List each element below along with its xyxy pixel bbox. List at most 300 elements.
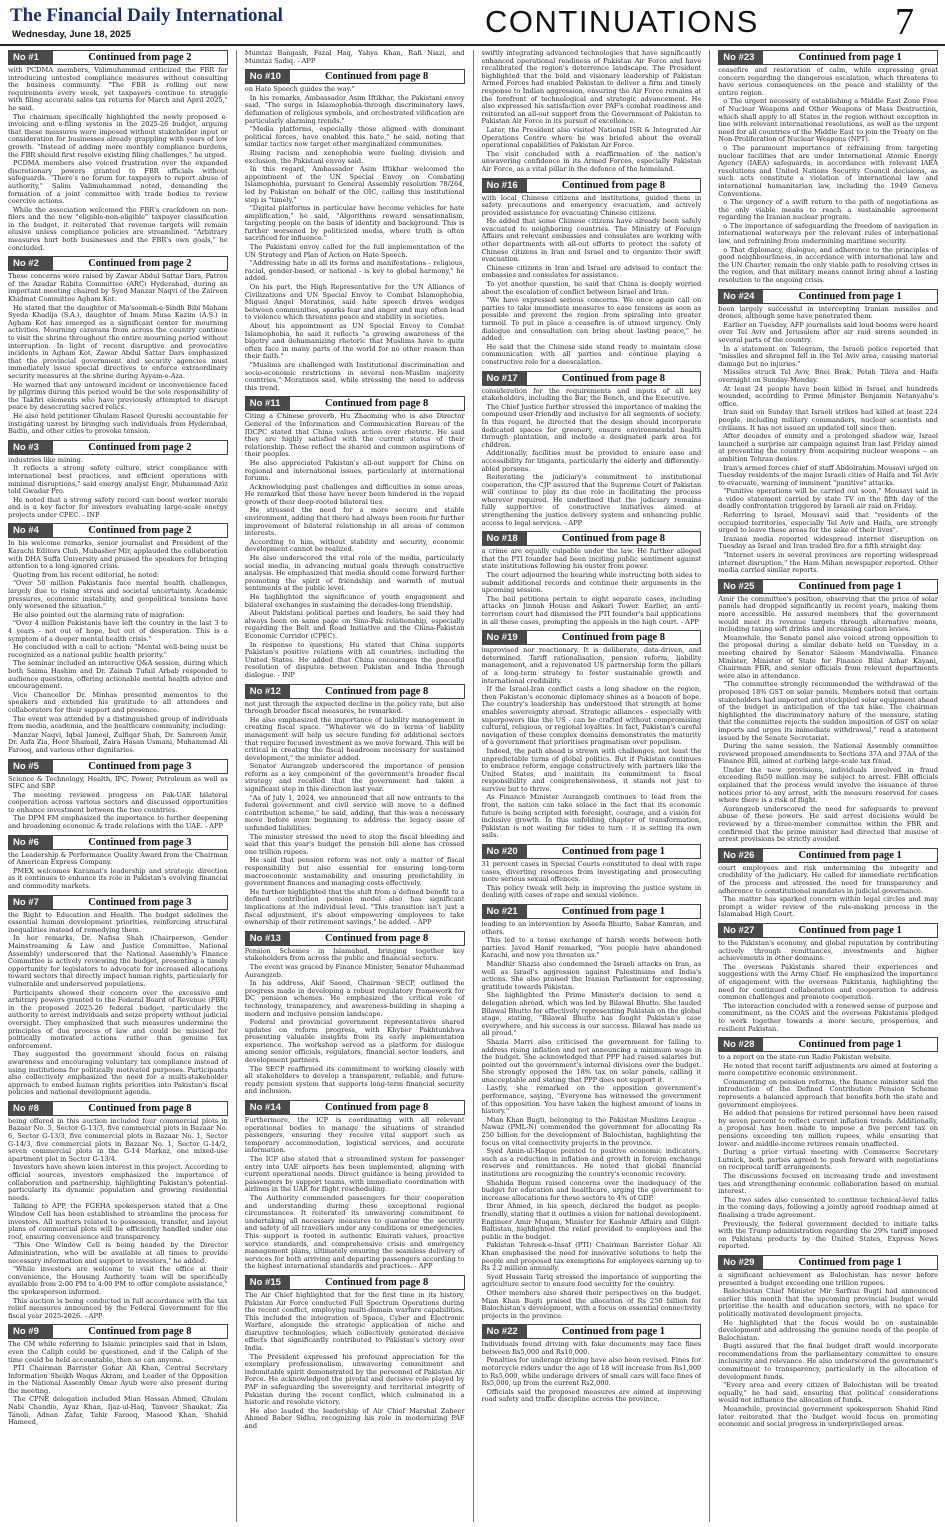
article-number: No #20 [483, 845, 527, 858]
article-paragraph: He warned that any untoward incident or inconvenience faced by pilgrims during this period would be the sole responsibility of the Takfiri elements who have previously attempted to disrupt peace by desecrating sacred relics. [8, 380, 228, 412]
article-paragraph: been largely successful in intercepting Iranian missiles and drones, although some have penetrated them. [718, 304, 938, 321]
article-paragraph: Under the new provisions, individuals involved in fraud exceeding Rs50 million may be subject to arrest. FBR officials explained that the process would involve the issuance of three notices prior to any arrest, with the measure reserved for cases where there is a risk of flight. [718, 765, 938, 805]
article-paragraph: He also pointed out the alarming rate of migration: [13, 610, 185, 619]
article-paragraph: This auction is being conducted in full accordance with the tax relief measures announced by the Federal Government for the fiscal year 2025-2026. - APP [8, 1296, 228, 1320]
article-continuation-label: Continued from page 8 [88, 1102, 192, 1114]
article-paragraph: If the Israel-Iran conflict casts a long shadow on the region, then Pakistan's economic diplomacy shines as a beacon of hope. The country's leadership has understood that strength at home enables sovereignty abroad. Strategic alliances - especially with superpowers like the US - can be crafted without compromising cultural, religious, or regional loyalties. In fact, Pakistan's careful navigation of these complex domains demonstrates the maturity of a government that prioritises pragmatism over populism. [481, 685, 702, 747]
article-paragraph: Previously, the federal government decided to initiate talks with the Trump administration regarding the 29% tariff imposed on Pakistani products by the United States, Express News reported. [718, 1219, 938, 1251]
article-continuation-label: Continued from page 1 [798, 52, 902, 63]
article-paragraph: The overseas Pakistanis shared their experiences and suggestions with the Army Chief. He emphasized the importance of engagement with the overseas Pakistanis, highlighting the need for continued collaboration and cooperation to address common challenges and promote cooperation. [718, 962, 938, 1002]
article-paragraph: About Pakistani political parties and leaders, he said they had always been on same page on Sino-Pak relationship, especially regarding the Belt and Road Initiative and the China-Pakistan Economic Corridor (CPEC). [244, 609, 465, 640]
article-paragraph: The discussions focused on increasing trade and investment ties and strengthening economic collaboration based on mutual interest. [718, 1172, 938, 1196]
article-paragraph: She highlighted the Prime Minister's decision to send a delegation abroad, which was led by Bilawal Bhutto. She lauded Bilawal Bhutto for effectively representing Pakistan on the global stage, stating, "Bilawal Bhutto has fought Pakistan's case everywhere, and his success is our success. Bilawal has made us all proud." [481, 991, 702, 1038]
article-header [482, 531, 702, 546]
article-body [8, 67, 228, 252]
article-paragraph: Meanwhile, the Senate panel also voiced strong opposition to the proposal during a similar debate held on Tuesday, in a meeting chaired by Senator Saleem Mandviwalla. Finance Minister, Minister of State for Finance Bilal Azhar Kayani, Chairman FBR, and senior officials from relevant departments were also in attendance. [718, 633, 938, 680]
article-paragraph: PTI Chairman Barrister Gohar Ali Khan, Central Secretary Information Sheikh Waqas Akram, and Leader of the Opposition in the National Assembly Omar Ayub were also present during the meeting. [8, 1364, 228, 1395]
article-paragraph: "Internet users in several provinces are reporting widespread internet disruption," the Ham Mihan newspaper reported. Other media carried similar reports. [718, 551, 938, 575]
article-paragraph: the Leadership & Performance Quality Award from the Chairman of American Express Company. [8, 850, 228, 867]
article-header [718, 923, 938, 938]
continuation-article [245, 931, 465, 1096]
article-paragraph: Meanwhile, provincial government spokesperson Shahid Rind later reiterated that the budget would focus on promoting economic and social progress in underprivileged areas. [718, 1405, 938, 1429]
article-body [482, 388, 702, 528]
article-paragraph: In his address, Akif Saeed, Chairman SECP, outlined the progress made in developing a robust regulatory framework for DC pension schemes. He emphasized the critical role of technology, transparency, and awareness-building in shaping a modern and inclusive pension landscape. [244, 979, 465, 1018]
article-header [8, 1101, 228, 1116]
article-continuation-label: Continued from page 8 [561, 533, 666, 545]
article-paragraph: ceasefire and restoration of calm, while expressing great concern regarding the dangerous escalation, which threatens to have serious consequences on the peace and stability of the entire region. [718, 66, 938, 97]
article-number: No #7 [9, 896, 53, 909]
article-header [8, 440, 228, 455]
article-paragraph: The CM while referring to Islamic principles said that in Islam, even the Caliph could be questioned, and if the Caliph of the time could be held accountable, then so can anyone. [8, 1340, 228, 1364]
article-paragraph: It reflects a strong safety culture, strict compliance with international best practices, and efficient operations with minimal disruptions," said energy analyst Engr. Muhammad Aziz told Gwadar Pro. [8, 464, 228, 496]
article-paragraph: About his appointment as UN Special Envoy to Combat Islamophobia, he said it reflects "a growing awareness of the bigotry and dehumanizing rhetoric that Muslims have to quite often face in many parts of the world for no other reason than their faith." [244, 322, 465, 361]
article-paragraph: The minister stressed the need to stop the fiscal bleeding and said that this year's budget the pension bill alone has crossed one trillion rupees. [244, 832, 465, 856]
article-header [718, 50, 938, 65]
article-header [718, 579, 938, 594]
article-paragraph: This led to a tense exchange of harsh words between both parties. Javed Hanif remarked, "You people have abandoned Karachi, and now you threaten us." [481, 936, 702, 960]
article-number: No #25 [719, 580, 763, 593]
article-paragraph: He stressed the need for a more secure and stable environment, adding that there had always been room for further improvement of bilateral relationship in all areas of common interests. [244, 506, 465, 538]
article-header [8, 1324, 228, 1339]
article-paragraph: the Right to Education and Health. The budget sidelines the essential human development priorities, reinforcing structural inequalities instead of remedying them. [8, 910, 228, 934]
continuation-article [245, 69, 465, 392]
article-number: No #4 [9, 524, 53, 537]
article-paragraph: Iranian media reported widespread internet disruption on Tuesday as Israel and Iran traded fire for a fifth straight day. [718, 534, 938, 551]
article-paragraph: not just through the expected decline in the policy rate, but also through broader fiscal measures, he remarked. [244, 699, 465, 716]
article-paragraph: with PCDMA members, Valimuhammad criticized the FBR for introducing untested compliance measures without consulting the business community. "The FBR is rolling out new requirements every week, yet taxpayers continue to struggle with filing accurate sales tax returns for March and April 2025," he said. [8, 66, 228, 112]
article-paragraph: "This One Window Cell is being headed by the Director Administration, who will be available at all times to provide necessary information and support to investors," he added. [8, 1241, 228, 1265]
article-body [8, 1118, 228, 1320]
article-paragraph: The President expressed his profound appreciation for the exemplary professionalism, unwavering commitment and indomitable spirit demonstrated by the personnel of Pakistan Air Force. He acknowledged the pivotal and decisive role played by PAF in safeguarding the sovereignty and territorial integrity of Pakistan during the recent conflict, which culminated in a historic and resolute victory. [244, 1352, 465, 1407]
article-header [245, 69, 465, 84]
page-number: 7 [895, 1, 914, 43]
article-header [245, 1275, 465, 1290]
article-paragraph: Manzar Naqvi, Iqbal Jameel, Zulfiqar Shah, Dr. Samreen Amir, Dr. Asfa Zia, Hoor Shamail, Zaira Hasan Usmani, Muhammad Ali Farooq, and various other dignitaries. [8, 730, 228, 754]
article-body [718, 67, 938, 285]
article-number: No #5 [9, 760, 53, 773]
article-paragraph: During a prior virtual meeting with Commerce Secretary Lutnick, both parties agreed to push forward with negotiations on reciprocal tariff arrangements. [718, 1148, 938, 1172]
article-paragraph: Commenting on pension reforms, the finance minister said the introduction of the Defined Contribution Pension Scheme represents a balanced approach that benefits both the state and government employees. [718, 1077, 938, 1109]
article-paragraph: In a statement on Telegram, the Israeli police reported that "missiles and shrapnel fell in the Tel Aviv area, causing material damage but no injuries." [718, 344, 938, 368]
article-paragraph: "Every area and every citizen of Balochistan will be treated equally," he had said, ensuring that political considerations would not influence the allocation of funds. [718, 1381, 938, 1405]
article-paragraph: Additionally, facilities must be provided to ensure ease and accessibility for litigants, particularly the elderly and differently-abled persons. [481, 449, 702, 473]
article-continuation-label: Continued from page 8 [324, 685, 429, 697]
article-paragraph: PCDMA members also voiced frustration over the expanded discretionary powers granted to FBR officials without safeguards. "There's no forum for taxpayers to report abuse of authority," Salim Valimuhammad noted, demanding the formation of a joint committee with trade bodies to review coercive actions. [8, 159, 228, 206]
article-paragraph: The visit concluded with a reaffirmation of the nation's unwavering confidence in its Armed Forces, especially Pakistan Air Force, as a vital pillar in the defence of the homeland. [481, 149, 702, 173]
article-paragraph: After decades of enmity and a prolonged shadow war, Israel launched a surprise air campaign against Iran last Friday aimed at preventing the country from acquiring nuclear weapons -- an ambition Tehran denies. [718, 432, 938, 463]
article-continuation-label: Continued from page 8 [561, 372, 666, 384]
article-paragraph: The event was attended by a distinguished group of individuals from media, academia, and the healthcare community, including: [8, 714, 228, 731]
article-paragraph: Shazia Marri also criticised the government for failing to address rising inflation and not announcing a minimum wage in the budget. She acknowledged that PPP had raised salaries but pointed out the government's internal divisions over the budget. She strongly opposed the 18% tax on solar panels, calling it unacceptable and stating that PPP does not support it. [481, 1037, 702, 1084]
article-header [245, 931, 465, 946]
article-paragraph: "Over 4 million Pakistanis have left the country in the last 3 to 4 years - not out of hope, but out of desperation. This is a symptom of a deeper mental health crisis." [8, 619, 228, 643]
article-paragraph: In her remarks, Dr. Nafisa Shah (Chairperson, Gender Mainstreaming & Law and Justice Committee, National Assembly) underscored that the National Assembly's Finance Committee is actively reviewing the budget, presenting a timely opportunity for legislators to advocate for increased allocations toward sectors that directly impact human rights, particularly for vulnerable and underserved populations. [8, 934, 228, 988]
article-body [8, 912, 228, 1097]
article-paragraph: Federal and provincial government representatives shared updates on reform progress, with Khyber Pakhtunkhwa presenting valuable insights from its early implementation experience. The workshop served as a platform for dialogue among senior officials, regulators, financial sector leaders, and development partners. [244, 1018, 465, 1065]
article-body [245, 948, 465, 1096]
article-paragraph: leading to an intervention by Aseefa Bhutto, Sahar Kamran, and others. [481, 920, 702, 936]
article-header [718, 289, 938, 304]
article-number: No #27 [719, 924, 763, 937]
article-paragraph: on Hate Speech guides the way." [244, 85, 355, 94]
article-paragraph: He further highlighted that the shift from a defined benefit to a defined contribution pension model also has significant implications at the individual level. "This transition isn't just a fiscal adjustment, it's about empowering employees to take ownership of their retirement savings," he added. - APP [244, 887, 465, 927]
article-paragraph: Amir the committee's position, observing that the price of solar panels had dropped significantly in recent years, making them more accessible. He assured members that the government would meet its revenue targets through alternative means, including taxing soft drinks and increasing carbon levies. [718, 594, 938, 634]
article-header [8, 835, 228, 850]
article-header [482, 371, 702, 386]
article-paragraph: "As of July 1, 2024, we announced that all new entrants to the federal government and civil service will move to a defined contribution scheme," he said, adding, that this was a necessary move before even beginning to address the legacy issue of unfunded liabilities. [244, 793, 465, 833]
column-4 [718, 50, 938, 1522]
article-paragraph: This policy tweak will help in improving the justice system in dealing with cases of rape and sexual violence. [481, 883, 702, 900]
continuation-article [482, 531, 702, 626]
article-body [8, 457, 228, 520]
article-header [482, 1324, 702, 1339]
article-body [8, 1341, 228, 1427]
continuation-article [482, 904, 702, 1320]
article-body [718, 865, 938, 919]
article-body [245, 413, 465, 679]
article-paragraph: Individuals found driving with fake documents may face fines between Rs5,000 and Rs10,000. [481, 1340, 702, 1356]
article-paragraph: Penalties for underage driving have also been revised. Fines for motorcycle riders under the age of 18 will increase from Rs1,000 to Rs5,000, while underage drivers of small cars will face fines of Rs5,000, up from the current Rs2,000. [481, 1356, 702, 1388]
article-paragraph: Mandhir Shazia also condemned the Israeli attacks on Iran, as well as Israel's aggression against Palestinians and India's actions. She also praised the Iranian Parliament for expressing gratitude towards Pakistan. [481, 959, 702, 991]
article-number: No #9 [9, 1325, 53, 1338]
issue-date: Wednesday, June 18, 2025 [12, 29, 131, 40]
continuation-article [482, 844, 702, 900]
article-header [482, 178, 702, 193]
article-paragraph: Rising racism and xenophobia were fueling division and exclusion, the Pakistani envoy said. [244, 148, 465, 165]
continuation-article [8, 1324, 228, 1427]
article-paragraph: During the same session, the National Assembly committee reviewed proposed amendments to Sections 37A and 37AA of the Finance Bill, aimed at curbing large-scale tax fraud. [718, 742, 938, 766]
article-paragraph: He also held petitioner Ghulam Rasool Qureshi accountable for instigating unrest by bringing such individuals from Hyderabad, Badin, and other cities to provoke tension. [8, 411, 228, 436]
article-body [718, 306, 938, 575]
column-divider [473, 50, 474, 1522]
article-body [718, 596, 938, 844]
article-paragraph: "While investors are welcome to visit the office at their convenience, the Housing Authority team will be specifically available from 2:00 PM to 4:00 PM to offer complete assistance," the spokesperson informed. [8, 1265, 228, 1296]
article-paragraph: Citing a Chinese proverb, Hu Zhaoming who is also Director General of the Information and Communication Bureau of the IDCPC stated that China values action over rhetoric. He said they are highly satisfied with the current status of their relationship. These reflect the shared and common aspirations of their peoples. [244, 412, 465, 459]
article-number: No #12 [246, 685, 290, 698]
article-continuation-label: Continued from page 8 [88, 1326, 192, 1338]
article-header [245, 1100, 465, 1115]
section-title: CONTINUATIONS [485, 4, 759, 39]
article-paragraph: o The importance of safeguarding the freedom of navigation in international waterways per the relevant rules of international law, and refraining from undermining maritime security. [718, 221, 938, 246]
article-continuation-label: Continued from page 1 [561, 846, 666, 858]
article-continuation-label: Continued from page 8 [324, 398, 429, 410]
column-3 [482, 50, 702, 1522]
article-paragraph: 31 percent cases in Special Courts constituted to deal with rape cases, diverting resources from investigating and prosecuting more serious sexual offences. [481, 860, 702, 884]
article-paragraph: Referring to Israel, Mousavi said that "residents of the occupied territories, especially Tel Aviv and Haifa, are strongly urged to leave these areas for the sake of their lives". [718, 511, 938, 535]
article-header [8, 256, 228, 271]
article-continuation-label: Continued from page 1 [798, 924, 902, 936]
continuation-article [718, 579, 938, 844]
article-paragraph: with local Chinese citizens and institutions, guided them in safety precautions and emergency evacuation, and actively provided assistance for evacuating Chinese citizens. [481, 193, 702, 217]
article-continuation-label: Continued from page 2 [88, 441, 192, 453]
article-paragraph: The Air Chief highlighted that for the first time in its history, Pakistan Air Force conducted Full Spectrum Operations during the recent conflict, employing multi-domain warfare capabilities. This included the integration of Space, Cyber and Electronic Warfare, alongside the strategic application of niche and disruptive technologies, which collectively generated decisive effects that significantly contributed to Pakistan's victory over India. [244, 1290, 465, 1353]
continuation-article [718, 50, 938, 285]
article-number: No #11 [246, 397, 290, 410]
article-paragraph: The chairman specifically highlighted the newly proposed e-invoicing and e-filing systems in the 2025-26 budget, arguing that these measures were imposed without stakeholder input or consideration for businesses already grappling with years of low growth. "Instead of adding more monthly compliance burdens, the FBR should first resolve existing filing challenges," he urged. [8, 112, 228, 159]
article-paragraph: He noted that recent tariff adjustments are aimed at fostering a more competitive economic environment. [718, 1061, 938, 1078]
article-paragraph: He also appreciated Pakistan's all-out support for China on regional and international issues, particularly at international forums. [244, 458, 465, 483]
article-paragraph: a crime are equally culpable under the law. He further alleged that the PTI founder had been inciting public sentiment against state institutions following his ouster from power. [481, 547, 702, 571]
continuation-article [245, 396, 465, 679]
article-number: No #29 [719, 1256, 763, 1269]
article-continuation-label: Continued from page 8 [324, 932, 429, 944]
article-paragraph: to a report on the state-run Radio Pakistan website. [718, 1053, 892, 1062]
article-paragraph: PMEX welcomes Karamat's leadership and strategic direction as it continues to enhance its role in Pakistan's evolving financial and commodity markets. [8, 866, 228, 891]
article-paragraph: He also underscored the vital role of the media, particularly social media, in advancing mutual goals through constructive analysis. He emphasized that media should come forward further promoting the spirit of friendship and warmth of mutual sentiments at the public level. [244, 554, 465, 593]
article-header [718, 848, 938, 863]
article-paragraph: "Digital platforms in particular have become vehicles for hate amplification," he said, "Algorithms reward sensationalism, targeting people on the basis of identity and background. This is further worsened by politicized media, where truth is often sacrificed for influence." [244, 204, 465, 243]
article-paragraph: In response to questions, Hu stated that China supports Pakistan's positive relations with all countries, including the United States. He added that China encourages the peaceful resolution of disputes between Pakistan and India through dialogue. - INP [244, 640, 465, 679]
article-body [482, 921, 702, 1320]
continuation-article [718, 848, 938, 919]
masthead [0, 0, 945, 46]
continuation-article [482, 178, 702, 367]
article-paragraph: court employees and risk undermining the integrity and credibility of the judiciary. He called for immediate rectification of the process and stressed the need for transparency and adherence to constitutional mandates in judicial governance. [718, 863, 938, 895]
article-paragraph: Iran's armed forces chief of staff Abdolrahim Mousavi urged on Tuesday residents of the major Israeli cities of Haifa and Tel Aviv to evacuate, warning of imminent "punitive" attacks. [718, 463, 938, 487]
article-number: No #16 [483, 179, 527, 192]
newspaper-title: The Financial Daily International [10, 5, 283, 26]
article-paragraph: These concerns were raised by Zawar Abdul Sattar Dars, Patron of the Azadar Rabita Committee (ARC) Hyderabad, during an important meeting chaired by Syed Manzar Naqvi of the Zaireen Khidmat Committee Agham Kot. [8, 272, 228, 304]
article-paragraph: consideration for the requirements and inputs of all key stakeholders, including the Bar, the Bench, and the Executive. [481, 386, 702, 403]
column-divider [236, 50, 237, 1522]
article-paragraph: o The urgent necessity of establishing a Middle East Zone Free of Nuclear Weapons and Other Weapons of Mass Destruction, which shall apply to all States in the region without exception in line with relevant international resolutions, as well as the urgent need for all countries of the Middle East to join the Treaty on the Non-Proliferation of Nuclear Weapons (NPT). [718, 97, 938, 144]
article-paragraph: The SECP reaffirmed its commitment to working closely with all stakeholders to develop a transparent, reliable, and future-ready pension system that supports long-term financial security and inclusion. [244, 1064, 465, 1096]
article-number: No #26 [719, 849, 763, 862]
continuation-article [482, 1324, 702, 1404]
article-paragraph: While the association welcomed the FBR's crackdown on non-filers and the new "eligible-non-eligible" taxpayer classification in the budget, it reiterated that revenue targets will remain elusive unless compliance policies are streamlined. "Arbitrary measures hurt both businesses and the FBR's own goals," he concluded. [8, 205, 228, 252]
article-paragraph: "Punitive operations will be carried out soon," Mousavi said in a video statement carried by state TV on the fifth day of the deadly confrontation triggered by Israeli air raid on Friday. [718, 487, 938, 511]
continuation-article [8, 895, 228, 1097]
continuation-article [718, 1255, 938, 1429]
article-paragraph: In his remarks, Ambassador Asim Iftikhar, the Pakistani envoy said, "The surge in Islamophobia-through discriminatory laws, defamation of religious symbols, and orchestrated vilification are particularly alarming trends." [244, 93, 465, 125]
article-paragraph: The two sides also consented to continue technical-level talks in the coming days, following a jointly agreed roadmap aimed at finalising a trade agreement. [718, 1195, 938, 1219]
article-header [718, 1255, 938, 1270]
article-continuation-label: Continued from page 3 [88, 896, 192, 908]
article-number: No #23 [719, 51, 763, 64]
article-continuation-label: Continued from page 2 [88, 525, 192, 537]
article-paragraph: The meeting reviewed progress on Pak-UAE bilateral cooperation across various sectors and discussed opportunities to enhance investment between the two countries. [8, 790, 228, 814]
article-paragraph: They suggested the government should focus on raising awareness and encouraging voluntary tax compliance instead of using institutions for politically motivated purposes. Participants also collectively emphasized the need for a multi-stakeholder approach to embed human rights priorities into Pakistan's fiscal policies and national development agenda. [8, 1050, 228, 1097]
article-continuation-label: Continued from page 8 [324, 71, 429, 83]
article-paragraph: Other members also shared their perspectives on the budget. Mian Khan Bugti praised the allocation of Rs 250 billion for Balochistan's development, with a focus on essential connectivity projects in the province. [481, 1288, 702, 1320]
article-number: No #14 [246, 1101, 290, 1114]
article-paragraph: Aurangzeb underscored the need for safeguards to prevent abuse of these powers. He said arrest decisions would be reviewed by a three-member committee within the FBR and confirmed that the prime minister had directed that misuse of arrest provisions be strictly avoided. [718, 804, 938, 844]
article-paragraph: o The urgency of a swift return to the path of negotiations as the only viable means to reach a sustainable agreement regarding the Iranian nuclear program. [718, 198, 938, 222]
article-paragraph: o That diplomacy, dialogue, and adherence to the principles of good neighbourliness, in accordance with international law and the UN Charter, remain the only viable path to resolving crises in the region, and that military means cannot bring about a lasting resolution to the ongoing crisis. [718, 245, 938, 285]
article-continuation-label: Continued from page 8 [324, 1102, 429, 1114]
article-body [245, 701, 465, 927]
article-number: No #18 [483, 532, 527, 545]
article-paragraph: The interaction concluded with a renewed sense of purpose and commitment, as the COAS and the overseas Pakistanis pledged to work together towards a more secure, prosperous, and resilient Pakistan. [718, 1001, 938, 1033]
column-divider [709, 50, 710, 1522]
continuation-article [718, 923, 938, 1033]
article-paragraph: Mumtaz Bangash, Fazal Haq, Yahya Khan, Rafi Niazi, and Mumtaz Sadiq. - APP [244, 50, 465, 65]
article-header [482, 844, 702, 859]
article-paragraph: Pension Schemes in Islamabad, bringing together key stakeholders from across the public and financial sectors. [244, 946, 465, 963]
article-paragraph: Senator Aurangzeb underscored the importance of pension reform as a key component of the government's broader fiscal strategy and recalled that the government had taken a significant step in this direction last year. [244, 762, 465, 794]
article-paragraph: Balochistan Chief Minister Mir Sarfraz Bugti had announced earlier this month that the upcoming provincial budget would prioritise the health and education sectors, with no space for politically motivated development projects. [718, 1287, 938, 1318]
column-2 [245, 50, 465, 1522]
article-paragraph: As Finance Minister Aurangzeb continues to lead from the front, the nation can take solace in the fact that its economic future is being scripted with foresight, courage, and a vision for inclusive growth. In this unfolding chapter of transformation, Pakistan is not waiting for tides to turn - it is setting its own sails. [481, 793, 702, 840]
article-paragraph: improvised nor reactionary. It is deliberate, data-driven, and determined. Tariff rationalisation, pension reform, liability management, and a rejuvenated US partnership form the pillars of a long-term strategy to foster sustainable growth and international credibility. [481, 646, 702, 685]
article-paragraph: The Chief Justice further stressed the importance of making the compound user-friendly and inclusive for all segments of society. In this regard, he directed that the design should incorporate dedicated spaces for greenery, ensure environmental health through plantation, and include a designated park area for children. [481, 402, 702, 449]
article-paragraph: Indeed, the path ahead is strewn with challenges, not least the unpredictable turns of global politics. But if Pakistan continues to embrace reform, engage constructively with partners like the United States, and maintain its commitment to fiscal responsibility and comprehensiveness, it stands not just to survive but to thrive. [481, 746, 702, 793]
continuation-article [482, 50, 702, 174]
article-paragraph: Lastly, she remarked on the opposition government's performance, saying, "Everyone has witnessed the government of this opposition. You have taken the highest amount of loans in history." [481, 1084, 702, 1116]
article-paragraph: Syed Amin-ul-Haque pointed to positive economic indicators, such as a reduction in inflation and growth in foreign exchange reserves and remittances. He noted that global financial institutions are recognizing the country's economic recovery. [481, 1147, 702, 1178]
article-paragraph: The ICP also stated that a streamlined system for passenger entry into UAE airports has been implemented, aligning with current operational needs. Direct guidance is being provided to passengers by support teams, with immediate coordination with airlines in the UAE for flight rescheduling. [244, 1155, 465, 1194]
article-paragraph: The court adjourned the hearing while instructing both sides to submit additional records and continue their arguments in the upcoming session. [481, 571, 702, 595]
article-body [482, 195, 702, 367]
continuation-article [245, 684, 465, 927]
article-body [482, 50, 702, 174]
article-paragraph: Officials said the proposed measures are aimed at improving road safety and traffic discipline across the province. [481, 1387, 702, 1404]
article-continuation-label: Continued from page 8 [561, 632, 666, 644]
article-paragraph: "Over 50 million Pakistanis face mental health challenges, largely due to rising stress and societal uncertainty. Academic pressures, economic instability, and geopolitical tensions have only worsened the situation." [8, 579, 228, 611]
article-number: No #3 [9, 441, 53, 454]
article-paragraph: swiftly integrating advanced technologies that have significantly enhanced operational readiness of Pakistan Air Force and have recalibrated the region's deterrence landscape. The President highlighted that the bold and visionary leadership of Pakistan Armed Forces had enabled Pakistan to deliver a firm and timely response to Indian aggression, ensuring the Air Force remains at the forefront of technological and strategic advancement. He also expressed his satisfaction over PAF's combat readiness and reiterated an all-out support from the Government of Pakistan to Pakistan Air Force in its pursuit of excellence. [481, 50, 702, 126]
article-paragraph: He noted that a strong safety record can boost worker morale and is a key factor for investors evaluating large-scale energy projects under CPEC. - INP [8, 495, 228, 519]
article-header [8, 759, 228, 774]
article-paragraph: Bugti assured that the final budget draft would incorporate recommendations from the parliamentary committee to ensure inclusivity and relevance. He also underscored the government's commitment to transparency, particularly in the allocation of development funds. [718, 1342, 938, 1381]
article-number: No #19 [483, 631, 527, 644]
article-paragraph: He highlighted the significance of youth engagement and bilateral exchanges in sustaining the decades-long friendship. [244, 593, 465, 609]
continuation-article [245, 1100, 465, 1271]
article-paragraph: "Addressing hate in all its forms and manifestations - religious, racial, gender-based, or national - is key to global harmony," he added. [244, 259, 465, 283]
continuation-article [8, 256, 228, 435]
article-number: No #17 [483, 372, 527, 385]
article-number: No #15 [246, 1276, 290, 1289]
article-paragraph: The Authority commended passengers for their cooperation and understanding during these exceptional regional circumstances. It reiterated its unwavering commitment to undertaking all necessary measures to guarantee the security and safety of all travellers under any conditions or emergencies. This support is rooted in authentic Emirati values, proactive service standards, and comprehensive crisis and emergency management plans, ultimately ensuring the seamless delivery of services for both arriving and departing passengers according to the highest international standards and practices. - APP [244, 1193, 465, 1271]
article-paragraph: The event was graced by Finance Minister, Senator Muhammad Aurangzeb. [244, 962, 465, 979]
article-paragraph: "Muslims are challenged with Institutional discrimination and socio-economic restrictions in several non-Muslim majority countries," Moratinos said, while stressing the need to address this trend. [244, 360, 465, 392]
article-body [245, 1117, 465, 1271]
continuation-article [245, 1275, 465, 1431]
article-body [482, 548, 702, 626]
article-paragraph: The CPNE delegation included Mian Hassan Ahmed, Ghulam Nabi Chandio, Ayaz Khan, Ijaz-ul-Haq, Tanveer Shaukat, Zia Tanoli, Adnan Zafar, Tahir Farooq, Masood Khan, Shahid Hameed, [8, 1395, 228, 1427]
article-continuation-label: Continued from page 1 [798, 1039, 902, 1051]
article-paragraph: Vice Chancellor Dr. Minhas presented mementos to the speakers and extended his gratitude to all attendees and collaborators for their support and presence. [8, 690, 228, 714]
article-paragraph: to the Pakistan's economy, and global reputation by contributing actively through remittances, investments and higher achievements in other domains. [718, 938, 938, 963]
article-continuation-label: Continued from page 2 [88, 258, 192, 270]
article-continuation-label: Continued from page 1 [798, 580, 902, 592]
article-paragraph: a significant achievement as Balochistan has never before presented a budget exceeding one trillion rupees. [718, 1270, 938, 1287]
article-body [718, 940, 938, 1033]
continuation-article [8, 440, 228, 520]
article-paragraph: At least 24 people have been killed in Israel and hundreds wounded, according to Prime Minister Benjamin Netanyahu's office. [718, 384, 938, 408]
article-header [482, 904, 702, 919]
article-body [245, 1292, 465, 1431]
article-paragraph: Reiterating the judiciary's commitment to institutional cooperation, the CJP assured that the Supreme Court of Pakistan will continue to play its due role in facilitating the process wherever required. He underlined that the judiciary remains fully supportive of constructive initiatives aimed at strengthening the justice delivery system and enhancing public access to legal services. - APP [481, 473, 702, 527]
article-paragraph: Furthermore, the ICP is coordinating with all relevant operational bodies to manage the situations of stranded passengers, ensuring they receive vital support such as temporary accommodation, logistical services, and accurate information. [244, 1116, 465, 1155]
article-paragraph: Talking to APP, the FGEHA spokesperson stated that a One Window Cell has been established to streamline the process for investors. All matters related to possession, transfer, and layout plans of commercial plots will be efficiently handled under one roof, ensuring convenience and transparency. [8, 1202, 228, 1241]
article-continuation-label: Continued from page 1 [798, 1256, 902, 1268]
article-number: No #2 [9, 257, 53, 270]
article-paragraph: He said that the Chinese side stand ready to maintain close communication with all parties and continue playing a constructive role for a deescalation. [481, 342, 702, 366]
article-number: No #6 [9, 836, 53, 849]
article-number: No #22 [483, 1325, 527, 1338]
article-paragraph: The bail petitions pertain to eight separate cases, including attacks on Jinnah House and Askari Tower. Earlier, an anti-terrorism court had dismissed the PTI founder's bail applications in all these cases, prompting the appeals in the high court. - APP [481, 594, 702, 626]
article-continuation-label: Continued from page 1 [798, 290, 902, 302]
continuation-article [718, 289, 938, 575]
article-paragraph: He also emphasized the importance of liability management in creating fiscal space. "Whatever we do in terms of liability management will help us secure funding for additional sectors that require focused investment as we move forward. This will be critical in creating the fiscal headroom necessary for sustained development," the minister added. [244, 715, 465, 762]
article-header [8, 895, 228, 910]
article-paragraph: Ibrar Ahmed, in his speech, declared the budget as people-friendly, stating that it outlines a vision for national development. Engineer Amir Muqam, Minister for Kashmir Affairs and Gilgit-Baltistan, highlighted the relief provided to employees and the public in the budget. [481, 1202, 702, 1241]
article-body [8, 852, 228, 891]
article-header [245, 396, 465, 411]
article-paragraph: industries like mining. [8, 455, 83, 464]
article-paragraph: Quoting from his recent editorial, he noted: [13, 570, 160, 579]
article-continuation-label: Continued from page 1 [561, 906, 666, 917]
article-paragraph: In this regard, Ambassador Asim Iftikhar welcomed the appointment of the UN Special Envoy on Combating Islamophobia, pursuant to General Assembly resolution 78/264, led by Pakistan on behalf of the OIC, calling this institutional step is "timely." [244, 165, 465, 204]
continuation-article [8, 50, 228, 252]
article-paragraph: Participants showed their concern over the excessive and arbitrary powers granted to the Federal Board of Revenue (FBR) in the proposed 2025-26 federal budget, particularly the authority to arrest individuals and seize property without judicial oversight. They emphasized that such measures undermine the principles of due process of law and could be misused for politically motivated actions rather than genuine tax enforcement. [8, 988, 228, 1050]
article-body [718, 1272, 938, 1429]
article-continuation-label: Continued from page 1 [798, 849, 902, 861]
article-paragraph: "We have expressed serious concerns. We once again call on parties to take immediate measures to ease tensions as soon as possible and prevent the region from spiraling into greater turmoil. To put in place a ceasefire is of utmost urgency. Only dialogue and consultation can bring about lasting peace," he added. [481, 296, 702, 343]
article-paragraph: Science & Technology, Health, IPC, Power, Petroleum as well as SIFC and SBP. [8, 774, 228, 791]
article-header [8, 523, 228, 538]
article-paragraph: Pakistan Tehreek-e-Insaf (PTI) Chairman Barrister Gohar Ali Khan emphasised the need for innovative solutions to help the people and proposed tax exemptions for employees earning up to Rs 2.2 million annually. [481, 1241, 702, 1273]
continuation-article [8, 835, 228, 891]
article-paragraph: The seminar included an interactive Q&A session, during which both Saima Hashim and Dr. Zainab Tufail Arbab responded to audience questions, offering actionable mental health advice and encouragement. [8, 659, 228, 691]
article-paragraph: He added that some Chinese citizens have already been safely evacuated to neighboring countries. The Ministry of Foreign Affairs and relevant embassies and consulates are working with other departments with all-out efforts to protect the safety of Chinese citizens in Iran and Israel and to organize their swift evacuation. [481, 217, 702, 264]
article-paragraph: "The committee strongly recommended the withdrawal of the proposed 18% GST on solar panels. Members noted that certain stakeholders had imported and stockpiled solar equipment ahead of the budget in anticipation of the tax hike. The chairman highlighted the discriminatory nature of the measure, stating that the committee rejects the sudden imposition of GST on solar imports and urges its immediate withdrawal," read a statement issued by the Senate Secretariat. [718, 680, 938, 742]
article-continuation-label: Continued from page 2 [88, 52, 192, 63]
article-number: No #1 [9, 51, 53, 64]
article-paragraph: On his part, the High Representative for the UN Alliance of Civilizations and UN Special Envoy to Combat Islamophobia, Miguel Angel Moratinos, said hate speech drives wedges between communities, sparks fear and anger and may often lead to violence which threatens peace and stability in societies. [244, 283, 465, 322]
article-paragraph: He said that pension reform was not only a matter of fiscal responsibility but also essential for ensuring long-term macroeconomic sustainability and ensuring predictability in government finances and managing costs effectively. [244, 856, 465, 888]
continuation-article [245, 50, 465, 65]
article-body [8, 540, 228, 754]
continuation-article [482, 371, 702, 528]
article-paragraph: He concluded with a call to action: "Mental well-being must be recognized as a national public health priority." [8, 643, 228, 659]
article-paragraph: Investors have shown keen interest in this project. According to official sources, investors emphasized the importance of collaboration and partnership, highlighting Pakistan's potential-particularly its dynamic population and growing residential needs. [8, 1163, 228, 1202]
article-continuation-label: Continued from page 8 [561, 179, 666, 191]
article-body [482, 647, 702, 840]
article-continuation-label: Continued from page 3 [88, 836, 192, 848]
article-paragraph: To yet another question, he said that China is deeply worried about the escalation of conflict between Israel and Iran. [481, 280, 702, 296]
article-paragraph: Iran said on Sunday that Israeli strikes had killed at least 224 people, including military commanders, nuclear scientists and civilians. It has not issued an updated toll since then. [718, 408, 938, 432]
article-body [8, 273, 228, 435]
article-number: No #24 [719, 290, 763, 303]
column-1 [8, 50, 228, 1522]
article-paragraph: In his welcome remarks, senior journalist and President of the Karachi Editors Club, Mubasher Mir, applauded the collaboration with DHA Suffa University and praised the speakers for bringing attention to a long-ignored crisis. [8, 539, 228, 571]
continuation-article [8, 1101, 228, 1320]
article-paragraph: Earlier on Tuesday, AFP journalists said loud booms were heard over Tel Aviv and Jerusalem after air raid sirens sounded in several parts of the country. [718, 320, 938, 344]
article-paragraph: Syed Hussain Tariq stressed the importance of supporting the agriculture sector to ensure food security for the country. [481, 1272, 702, 1289]
article-header [718, 1037, 938, 1052]
article-continuation-label: Continued from page 3 [88, 760, 192, 772]
continuation-article [8, 759, 228, 831]
article-number: No #8 [9, 1102, 53, 1115]
article-paragraph: He also lauded the leadership of Air Chief Marshal Zaheer Ahmed Baber Sidhu, recognizing his role in modernizing PAF and [244, 1406, 465, 1430]
article-paragraph: According to him, without stability and security, economic development cannot be realized. [244, 537, 465, 554]
article-header [482, 630, 702, 645]
article-header [245, 684, 465, 699]
article-body [245, 50, 465, 65]
columns [8, 50, 938, 1522]
article-paragraph: "Media platforms, especially those aligned with dominant political forces, have enabled this hate," he said, noting that similar tactics now target other marginalized communities. [244, 125, 465, 149]
article-paragraph: Shahida Begum raised concerns over the inadequacy of the budget for education and healthcare, urging the government to increase allocations for these sectors to 4% of GDP. [481, 1178, 702, 1202]
article-paragraph: The matter has sparked concern within legal circles and may prompt a wider review of the rule-making process in the Islamabad High Court. [718, 895, 938, 919]
article-paragraph: The DPM FM emphasized the importance to further deepening and broadening economic & trade relations with the UAE. - APP [8, 814, 228, 831]
article-header [8, 50, 228, 65]
article-paragraph: o The paramount importance of refraining from targeting nuclear facilities that are under International Atomic Energy Agency (IAEA) safeguards, in accordance with relevant IAEA resolutions and United Nations Security Council decisions, as such acts constitute a violation of international law and international humanitarian law, including the 1949 Geneva Conventions. [718, 143, 938, 198]
article-continuation-label: Continued from page 8 [324, 1276, 429, 1288]
article-number: No #28 [719, 1038, 763, 1051]
article-paragraph: Acknowledging past challenges and difficulties in some areas, He remarked that these have never been hindered in the repaid growth of their deep-rooted bilateral ties. [244, 482, 465, 506]
